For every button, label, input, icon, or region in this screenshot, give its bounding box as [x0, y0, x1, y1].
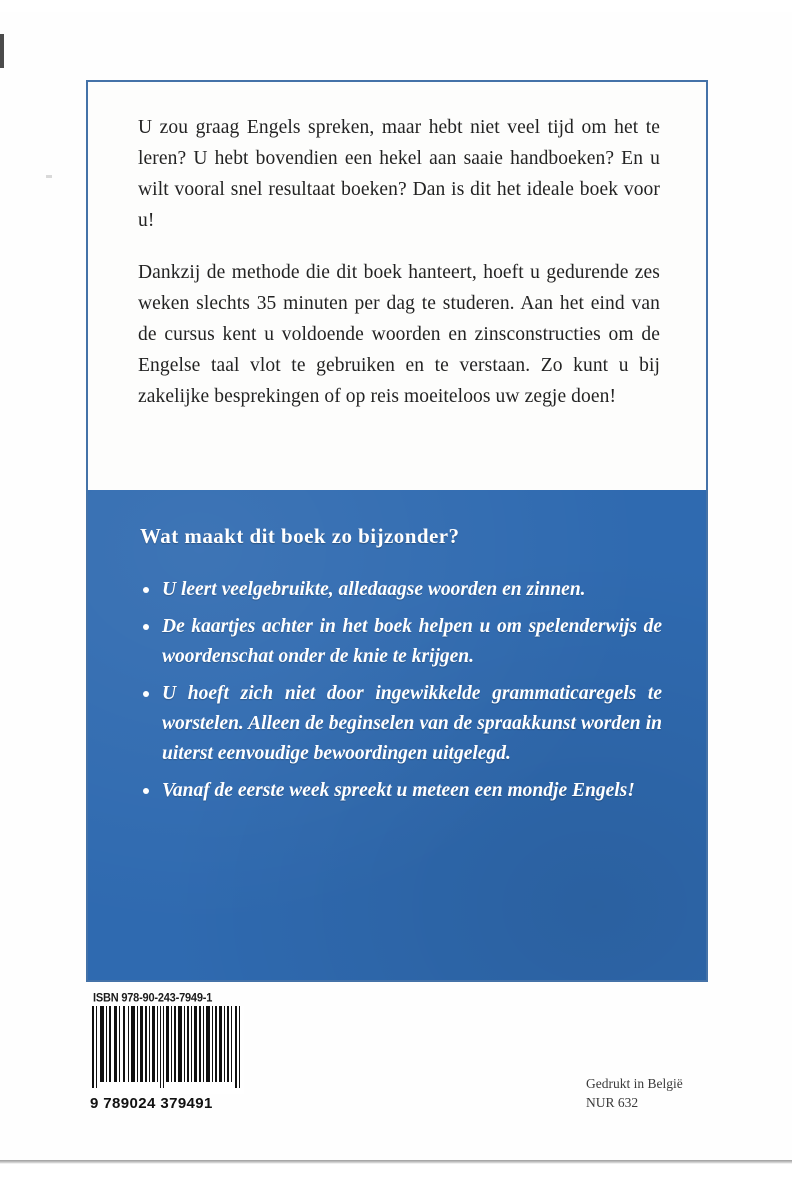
- page-bottom-shadow: [0, 1160, 792, 1164]
- list-item-label: Vanaf de eerste week spreekt u meteen een mondje Engels!: [162, 780, 635, 801]
- page-speck-artifact: [46, 175, 52, 178]
- list-item: [140, 612, 662, 672]
- imprint-block: [586, 1074, 683, 1112]
- bullet-icon: [143, 624, 149, 630]
- page-edge-artifact: [0, 34, 4, 68]
- intro-paragraph-2: Dankzij de methode die dit boek hanteert, hoeft u gedurende zes weken slechts 35 minuten per dag te studeren. Aan het eind van de cursus kent u voldoende woorden en zinsconstructies om de Engelse taal vlot te gebruiken en te verstaan. Zo kunt u bij zakelijke besprekingen of op reis moeiteloos uw zegje doen!: [138, 262, 660, 407]
- list-item: [140, 575, 662, 605]
- barcode-block: [90, 992, 250, 1112]
- features-list: [140, 575, 662, 806]
- scanned-page-sheet: [0, 12, 792, 1162]
- isbn-label: ISBN 978-90-243-7949-1: [93, 992, 213, 1005]
- cover-frame: [86, 80, 708, 982]
- features-panel: [88, 490, 706, 980]
- nur-code: NUR 632: [586, 1095, 639, 1110]
- intro-region: [88, 82, 706, 492]
- list-item-label: U leert veelgebruikte, alledaagse woorden en zinnen.: [162, 579, 586, 600]
- list-item-label: U hoeft zich niet door ingewikkelde grammaticaregels te worstelen. Alleen de beginselen van de spraakkunst worden in uiterst eenvoudige bewoordingen uitgelegd.: [162, 683, 662, 764]
- list-item: [140, 776, 662, 806]
- list-item: [140, 679, 662, 769]
- intro-paragraph-1: U zou graag Engels spreken, maar hebt niet veel tijd om het te leren? U hebt bovendien een hekel aan saaie handboeken? En u wilt vooral snel resultaat boeken? Dan is dit het ideale boek voor u!: [138, 117, 660, 231]
- barcode-icon: [90, 1006, 244, 1094]
- bullet-icon: [143, 587, 149, 593]
- barcode-digits: 9 789024 379491: [90, 1095, 213, 1112]
- list-item-label: De kaartjes achter in het boek helpen u om spelenderwijs de woordenschat onder de knie te krijgen.: [162, 616, 662, 667]
- bullet-icon: [143, 691, 149, 697]
- printed-in-label: Gedrukt in België: [586, 1076, 683, 1091]
- features-heading: Wat maakt dit boek zo bijzonder?: [140, 524, 460, 548]
- bullet-icon: [143, 788, 149, 794]
